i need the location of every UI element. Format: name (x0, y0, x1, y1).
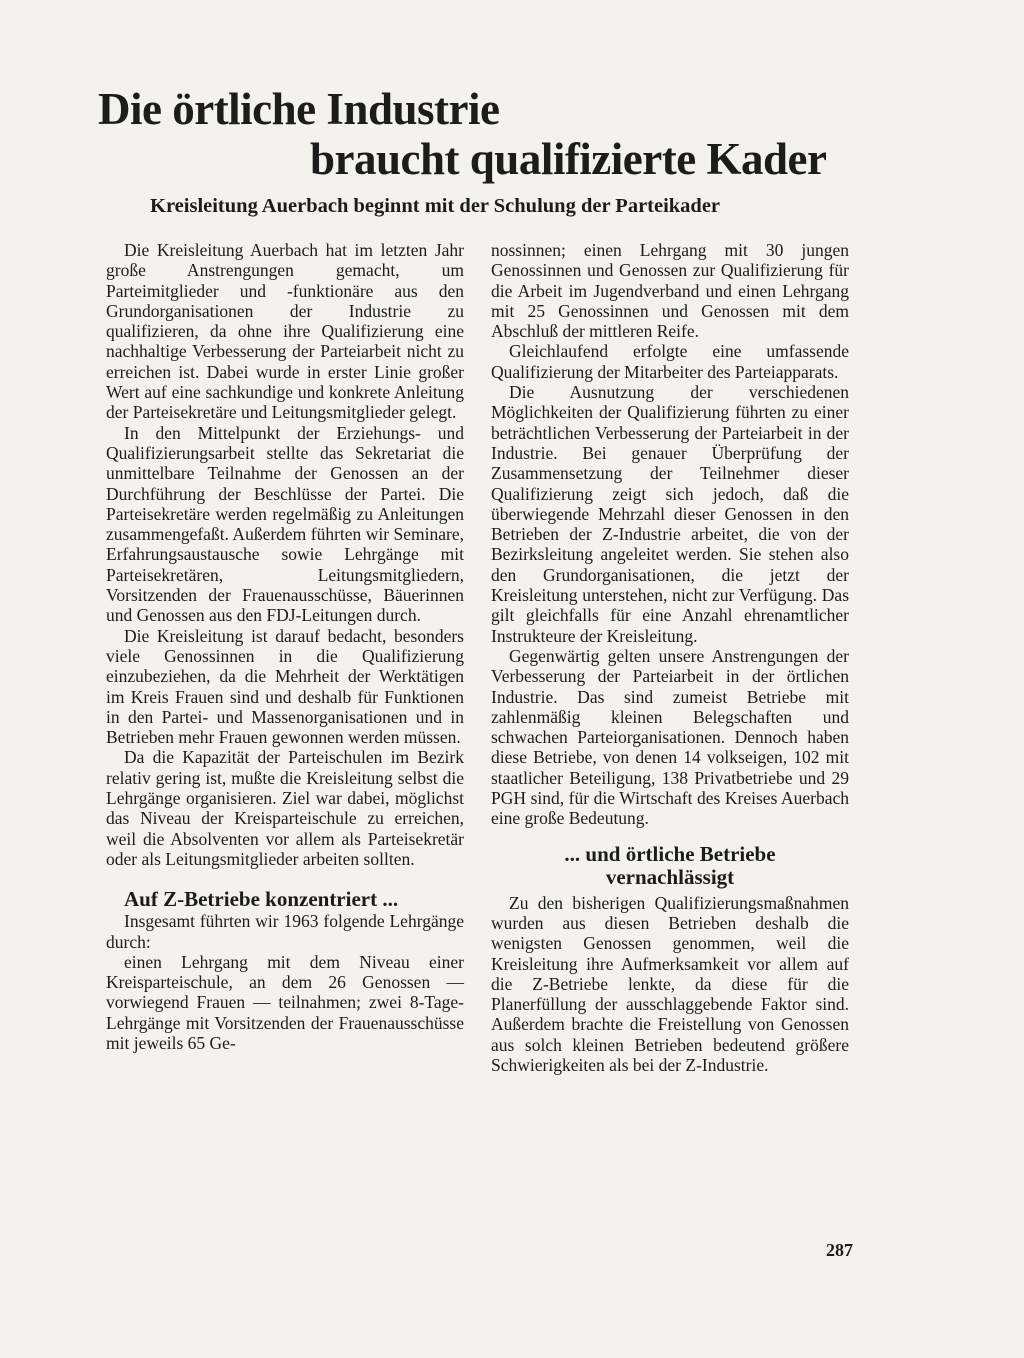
heading-line-1: ... und örtliche Betriebe (564, 841, 776, 866)
paragraph: In den Mittelpunkt der Erziehungs- und Qualifizierungsarbeit stellte das Sekretariat die unmittelbare Teilnahme der Genossen an der Durchführung der Beschlüsse der Partei. Die Parteisekretäre werden regelmäßig zu Anleitungen zusammengefaßt. Außerdem führten wir Seminare, Erfahrungsaustausche sowie Lehrgänge mit Parteisekretären, Leitungsmitgliedern, Vorsitzenden der Frauenausschüsse, Bäuerinnen und Genossen aus den FDJ-Leitungen durch. (106, 422, 464, 626)
paragraph: nossinnen; einen Lehrgang mit 30 jungen Genossinnen und Genossen zur Qualifizierung für die Arbeit im Jugendverband und einen Lehrgang mit 25 Genossinnen und Genossen mit dem Abschluß der mittleren Reife. (491, 240, 849, 342)
article-subtitle: Kreisleitung Auerbach beginnt mit der Schulung der Parteikader (150, 195, 721, 217)
title-line-2: braucht qualifizierte Kader (310, 134, 827, 184)
paragraph: Gegenwärtig gelten unsere Anstrengungen der Verbesserung der Parteiarbeit in der örtlichen Industrie. Das sind zumeist Betriebe mit zahlenmäßig kleinen Belegschaften und schwachen Parteiorganisationen. Dennoch haben diese Betriebe, von denen 14 volkseigen, 102 mit staatlicher Beteiligung, 138 Privatbetriebe und 29 PGH sind, für die Wirtschaft des Kreises Auerbach eine große Bedeutung. (491, 645, 849, 829)
paragraph: Zu den bisherigen Qualifizierungsmaßnahmen wurden aus diesen Betrieben deshalb die wenigsten Genossen genommen, weil die Kreisleitung ihre Aufmerksamkeit vor allem auf die Z-Betriebe lenkte, da diese für die Planerfüllung der ausschlaggebende Faktor sind. Außerdem brachte die Freistellung von Genossen aus solch kleinen Betrieben bedeutend größere Schwierigkeiten als bei der Z-Industrie. (491, 892, 849, 1075)
right-column (491, 240, 849, 1075)
paragraph: Gleichlaufend erfolgte eine umfassende Qualifizierung der Mitarbeiter des Parteiapparats. (491, 341, 849, 382)
heading-line-2: vernachlässigt (605, 864, 735, 889)
article-title (98, 84, 878, 184)
page-number: 287 (826, 1240, 853, 1260)
paragraph: Die Kreisleitung ist darauf bedacht, besonders viele Genossinnen in die Qualifizierung einzubeziehen, da die Mehrheit der Werktätigen im Kreis Frauen sind und deshalb für Funktionen in den Partei- und Massenorganisationen und in Betrieben mehr Frauen gewonnen werden müssen. (106, 625, 464, 748)
title-line-1: Die örtliche Industrie (98, 84, 500, 134)
left-column (106, 240, 464, 1053)
paragraph: einen Lehrgang mit dem Niveau einer Kreisparteischule, an dem 26 Genossen — vorwiegend Frauen — teilnahmen; zwei 8-Tage-Lehrgänge mit Vorsitzenden der Frauenausschüsse mit jeweils 65 Ge- (106, 951, 464, 1053)
section-heading-z-betriebe: Auf Z-Betriebe konzentriert ... (124, 887, 399, 912)
section-heading-oertliche-betriebe (491, 843, 849, 889)
paragraph: Da die Kapazität der Parteischulen im Bezirk relativ gering ist, mußte die Kreisleitung selbst die Lehrgänge organisieren. Ziel war dabei, möglichst das Niveau der Kreisparteischule zu erreichen, weil die Absolventen vor allem als Parteisekretär oder als Leitungsmitglieder arbeiten sollten. (106, 747, 464, 869)
paragraph: Insgesamt führten wir 1963 folgende Lehrgänge durch: (106, 911, 464, 952)
paragraph: Die Kreisleitung Auerbach hat im letzten Jahr große Anstrengungen gemacht, um Parteimitglieder und -funktionäre aus den Grundorganisationen der Industrie zu qualifizieren, da ohne ihre Qualifizierung eine nachhaltige Verbesserung der Parteiarbeit nicht zu erreichen ist. Dabei wurde in erster Linie großer Wert auf eine sachkundige und konkrete Anleitung der Parteisekretäre und Leitungsmitglieder gelegt. (106, 240, 464, 423)
paragraph: Die Ausnutzung der verschiedenen Möglichkeiten der Qualifizierung führten zu einer beträchtlichen Verbesserung der Parteiarbeit in der Industrie. Bei genauer Überprüfung der Zusammensetzung der Teilnehmer dieser Qualifizierung zeigt sich jedoch, daß die überwiegende Mehrzahl dieser Genossen in den Betrieben der Z-Industrie arbeitet, die von der Bezirksleitung angeleitet werden. Sie stehen also den Grundorganisationen, die jetzt der Kreisleitung unterstehen, nicht zur Verfügung. Das gilt gleichfalls für eine Anzahl ehrenamtlicher Instrukteure der Kreisleitung. (491, 382, 849, 646)
